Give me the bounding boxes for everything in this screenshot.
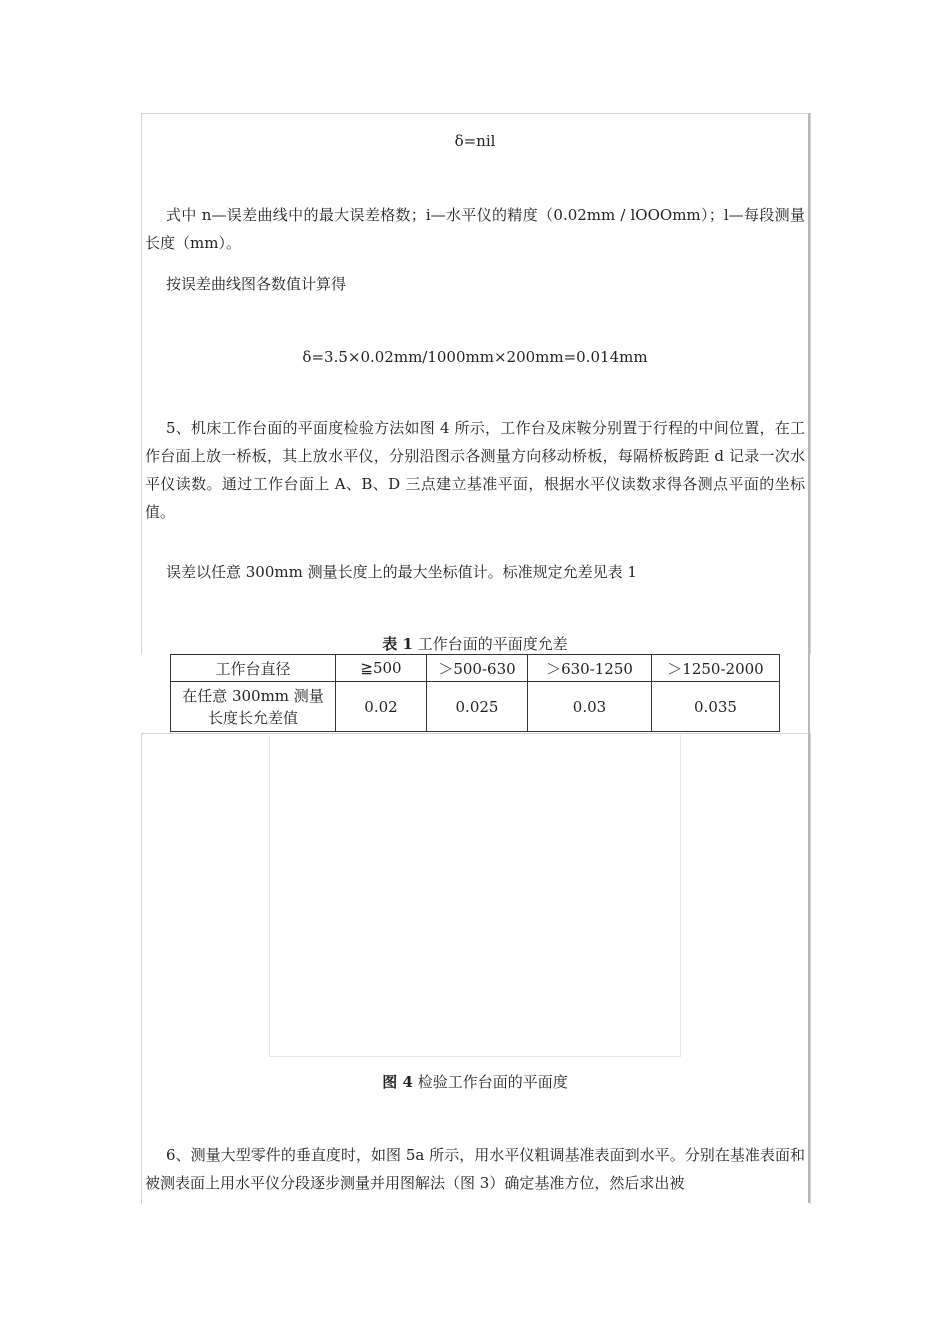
table-row	[171, 682, 780, 732]
table-cell: 0.025	[427, 682, 528, 732]
formula-delta-nil: δ=nil	[454, 132, 496, 150]
figure-caption-title: 检验工作台面的平面度	[417, 1073, 568, 1091]
table-caption-label: 表 1	[382, 635, 413, 653]
table-header-cell: ＞630-1250	[528, 655, 652, 682]
table-header-row	[171, 655, 780, 682]
table-header-cell: ＞1250-2000	[652, 655, 780, 682]
table-cell: 0.03	[528, 682, 652, 732]
table-caption-title: 工作台面的平面度允差	[417, 635, 568, 653]
paragraph-method-5: 5、机床工作台面的平面度检验方法如图 4 所示，工作台及床鞍分别置于行程的中间位置，在工作台面上放一桥板，其上放水平仪，分别沿图示各测量方向移动桥板，每隔桥板跨距 d 记录一次水平仪读数。通过工作台面上 A、B、D 三点建立基准平面，根据水平仪读数求得各测点平面的坐标值。	[145, 419, 805, 521]
table-caption	[141, 634, 809, 654]
table-header-cell: ＞500-630	[427, 655, 528, 682]
table-cell: 0.035	[652, 682, 780, 732]
formula-delta-result: δ=3.5×0.02mm/1000mm×200mm=0.014mm	[302, 348, 648, 366]
table-cell: 0.02	[336, 682, 427, 732]
paragraph-calc-intro: 按误差曲线图各数值计算得	[166, 275, 347, 293]
figure-caption	[141, 1072, 809, 1092]
paragraph-formula-legend: 式中 n—误差曲线中的最大误差格数；i—水平仪的精度（0.02mm / lOOOmm）；l—每段测量长度（mm）。	[145, 206, 805, 252]
table-header-cell: ≧500	[336, 655, 427, 682]
figure-caption-label: 图 4	[382, 1073, 413, 1091]
paragraph-tolerance-note: 误差以任意 300mm 测量长度上的最大坐标值计。标准规定允差见表 1	[166, 563, 637, 581]
page-right-edge	[808, 113, 810, 1203]
figure-4-image-placeholder	[269, 735, 681, 1057]
table-cell: 在任意 300mm 测量长度长允差值	[171, 682, 336, 732]
tolerance-table	[170, 654, 780, 732]
table-header-cell: 工作台直径	[171, 655, 336, 682]
paragraph-method-6: 6、测量大型零件的垂直度时，如图 5a 所示，用水平仪粗调基准表面到水平。分别在基准表面和被测表面上用水平仪分段逐步测量并用图解法（图 3）确定基准方位，然后求出被	[145, 1146, 805, 1192]
